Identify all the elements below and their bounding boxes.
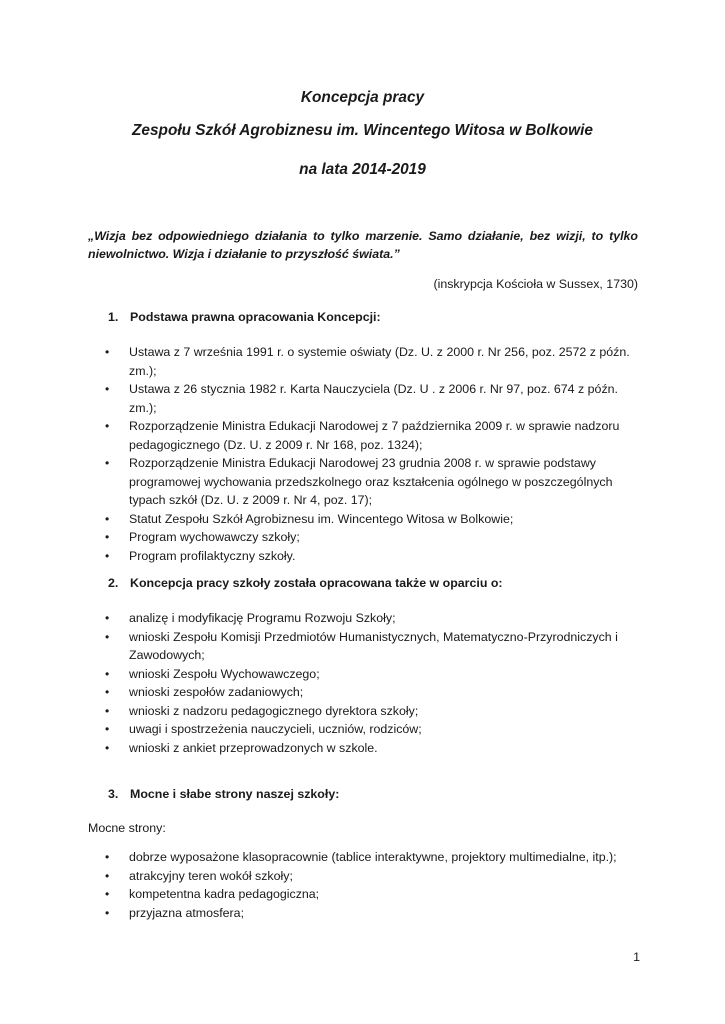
list-item (88, 720, 648, 739)
list-item-text: wnioski z nadzoru pedagogicznego dyrektora szkoły; (129, 703, 419, 718)
list-item (88, 628, 648, 665)
list-item (88, 702, 648, 721)
list-item (88, 848, 648, 867)
section-1-list (88, 343, 648, 565)
section-number: 3. (108, 787, 119, 801)
bullet-icon: • (105, 456, 110, 470)
bullet-icon: • (105, 611, 110, 625)
list-item (88, 417, 648, 454)
section-3-heading (108, 786, 339, 802)
list-item-text: Statut Zespołu Szkół Agrobiznesu im. Wincentego Witosa w Bolkowie; (129, 511, 514, 526)
bullet-icon: • (105, 382, 110, 396)
list-item-text: Program profilaktyczny szkoły. (129, 548, 296, 563)
section-2-heading (108, 575, 503, 591)
list-item-text: Ustawa z 7 września 1991 r. o systemie oświaty (Dz. U. z 2000 r. Nr 256, poz. 2572 z późn. zm.); (129, 345, 630, 378)
list-item (88, 380, 648, 417)
title-line-2: Zespołu Szkół Agrobiznesu im. Wincentego Witosa w Bolkowie (132, 122, 593, 139)
list-item-text: Rozporządzenie Ministra Edukacji Narodowej z 7 października 2009 r. w sprawie nadzoru pedagogicznego (Dz. U. z 2009 r. Nr 168, poz. 1324); (129, 419, 620, 452)
list-item-text: Rozporządzenie Ministra Edukacji Narodowej 23 grudnia 2008 r. w sprawie podstawy programowej wychowania przedszkolnego oraz kształcenia ogólnego w poszczególnych typach szkół (Dz. U. z 2009 r. Nr 4, poz. 17); (129, 456, 613, 507)
list-item (88, 343, 648, 380)
list-item-text: Ustawa z 26 stycznia 1982 r. Karta Nauczyciela (Dz. U . z 2006 r. Nr 97, poz. 674 z późn. zm.); (129, 382, 618, 415)
list-item (88, 609, 648, 628)
bullet-icon: • (105, 685, 110, 699)
bullet-icon: • (105, 850, 110, 864)
list-item (88, 739, 648, 758)
list-item-text: atrakcyjny teren wokół szkoły; (129, 868, 293, 883)
list-item-text: kompetentna kadra pedagogiczna; (129, 887, 320, 901)
page-number: 1 (633, 950, 640, 964)
section-2-list (88, 609, 648, 757)
section-heading-text: Koncepcja pracy szkoły została opracowana także w oparciu o: (130, 576, 503, 590)
section-3-list (88, 848, 648, 922)
title-line-3: na lata 2014-2019 (299, 161, 426, 178)
list-item (88, 904, 648, 923)
list-item-text: uwagi i spostrzeżenia nauczycieli, uczniów, rodziców; (129, 722, 422, 736)
bullet-icon: • (105, 666, 110, 681)
list-item-text: wnioski z ankiet przeprowadzonych w szkole. (129, 740, 378, 755)
list-item-text: wnioski Zespołu Wychowawczego; (129, 666, 320, 681)
strengths-subheading: Mocne strony: (88, 821, 166, 835)
motto-quote: „Wizja bez odpowiedniego działania to tylko marzenie. Samo działanie, bez wizji, to tylko niewolnictwo. Wizja i działanie to przyszłość świata.” (88, 229, 638, 261)
list-item (88, 885, 648, 904)
bullet-icon: • (105, 345, 110, 359)
list-item (88, 454, 648, 510)
list-item (88, 547, 648, 566)
list-item (88, 867, 648, 886)
section-heading-text: Podstawa prawna opracowania Koncepcji: (130, 310, 381, 324)
list-item (88, 510, 648, 529)
bullet-icon: • (105, 887, 110, 901)
section-heading-text: Mocne i słabe strony naszej szkoły: (130, 787, 340, 801)
list-item-text: Program wychowawczy szkoły; (129, 530, 300, 544)
list-item-text: dobrze wyposażone klasopracownie (tablice interaktywne, projektory multimedialne, itp.); (129, 850, 617, 864)
bullet-icon: • (105, 530, 110, 544)
bullet-icon: • (105, 868, 110, 883)
bullet-icon: • (105, 740, 110, 755)
list-item (88, 683, 648, 702)
list-item-text: przyjazna atmosfera; (129, 905, 245, 920)
section-1-heading (108, 309, 381, 325)
quote-source: (inskrypcja Kościoła w Sussex, 1730) (433, 277, 638, 291)
list-item-text: wnioski zespołów zadaniowych; (129, 685, 304, 699)
section-number: 1. (108, 310, 119, 324)
bullet-icon: • (105, 905, 110, 920)
list-item (88, 528, 648, 547)
list-item-text: analizę i modyfikację Programu Rozwoju Szkoły; (129, 611, 396, 625)
section-number: 2. (108, 576, 119, 590)
list-item-text: wnioski Zespołu Komisji Przedmiotów Humanistycznych, Matematyczno-Przyrodniczych i Zawodowych; (129, 629, 618, 662)
bullet-icon: • (105, 703, 110, 718)
title-line-1: Koncepcja pracy (300, 89, 425, 106)
bullet-icon: • (105, 629, 110, 644)
bullet-icon: • (105, 511, 110, 526)
list-item (88, 665, 648, 684)
bullet-icon: • (105, 419, 110, 433)
bullet-icon: • (105, 548, 110, 563)
bullet-icon: • (105, 722, 110, 736)
